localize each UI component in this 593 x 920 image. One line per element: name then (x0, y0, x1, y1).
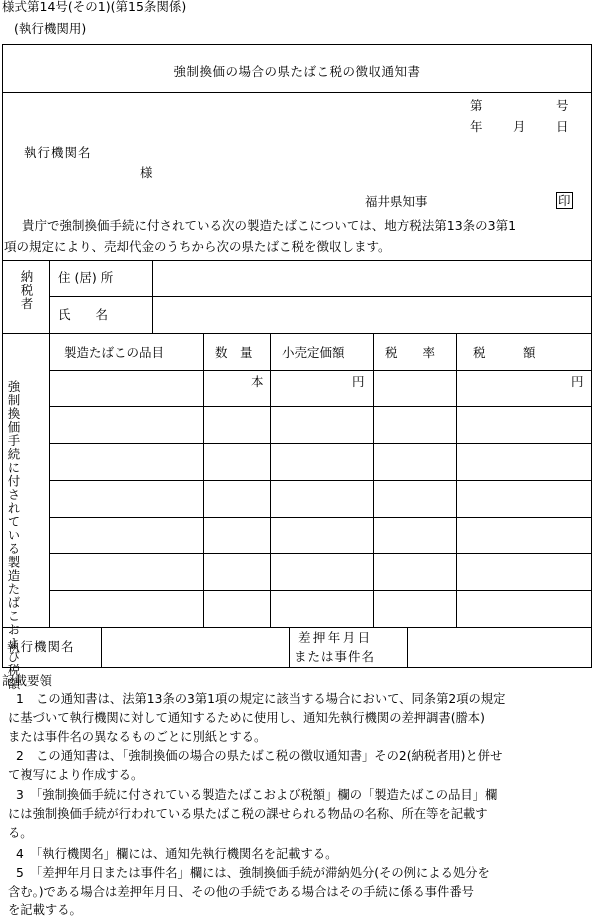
address-label: 住 (居) 所 (58, 270, 114, 285)
body-text-line-1: 貴庁で強制換価手続に付されている次の製造たばこについては、地方税法第13条の3第1 (22, 218, 517, 233)
divider (2, 92, 592, 93)
unit-quantity: 本 (251, 374, 264, 389)
seizure-date-label-line-2: または事件名 (294, 649, 376, 664)
date-year: 年 (470, 119, 483, 134)
date-month: 月 (513, 119, 526, 134)
divider (49, 406, 592, 407)
name-label: 氏 名 (58, 307, 109, 322)
seal-mark: 印 (558, 193, 571, 208)
divider (49, 553, 592, 554)
form-title: 強制換価の場合の県たばこ税の徴収通知書 (173, 64, 421, 79)
notes-heading: 記載要領 (2, 673, 53, 688)
header-tax-amount: 税 額 (473, 345, 536, 360)
divider (49, 480, 592, 481)
goods-section-label: 強制換価手続に付されている製造たばこおよび税額 (6, 380, 21, 691)
note-line: 5 「差押年月日または事件名」欄には、強制換価手続が滞納処分(その例による処分を (16, 866, 490, 880)
divider (2, 333, 592, 334)
note-line: 1 この通知書は、法第13条の3第1項の規定に該当する場合において、同条第2項の規定 (16, 692, 506, 706)
header-tax-rate: 税 率 (385, 345, 436, 360)
footer-agency-label: 執行機関名 (7, 639, 75, 654)
note-line: る。 (8, 826, 33, 840)
note-line: 2 この通知書は、「強制換価の場合の県たばこ税の徴収通知書」その2(納税者用)と併せ (16, 749, 503, 763)
divider (101, 627, 102, 668)
divider (2, 627, 592, 628)
taxpayer-section-label: 納税者 (19, 270, 34, 311)
note-line: には強制換価手続が行われている県たばこ税の課せられる物品の名称、所在等を記載す (8, 807, 488, 821)
note-line: 4 「執行機関名」欄には、通知先執行機関名を記載する。 (16, 847, 338, 861)
note-line: を記載する。 (8, 903, 82, 917)
form-number: 様式第14号(その1)(第15条関係) (2, 0, 187, 14)
form-usage: (執行機関用) (14, 21, 87, 36)
divider (49, 590, 592, 591)
divider (49, 517, 592, 518)
body-text-line-2: 項の規定により、売却代金のうちから次の県たばこ税を徴収します。 (4, 239, 391, 254)
header-quantity: 数 量 (215, 345, 253, 360)
unit-price: 円 (352, 374, 365, 389)
doc-number-suffix: 号 (556, 98, 569, 113)
issuer-name: 福井県知事 (365, 194, 428, 209)
header-item: 製造たばこの品目 (64, 345, 165, 360)
note-line: または事件名の異なるものごとに別紙とする。 (8, 730, 267, 744)
divider (49, 370, 592, 371)
divider (407, 627, 408, 668)
recipient-label: 執行機関名 (24, 145, 92, 160)
date-day: 日 (556, 119, 569, 134)
note-line: 含む。)である場合は差押年月日、その他の手続である場合はその手続に係る事件番号 (8, 885, 474, 899)
header-retail-price: 小売定価額 (282, 345, 345, 360)
divider (289, 627, 290, 668)
recipient-honorific: 様 (140, 165, 153, 180)
divider (49, 443, 592, 444)
seizure-date-label-line-1: 差押年月日 (298, 630, 373, 645)
doc-number-label: 第 (470, 98, 483, 113)
divider (2, 260, 592, 261)
note-line: て複写により作成する。 (8, 768, 144, 782)
note-line: 3 「強制換価手続に付されている製造たばこおよび税額」欄の「製造たばこの品目」欄 (16, 788, 498, 802)
unit-tax: 円 (571, 374, 584, 389)
note-line: に基づいて執行機関に対して通知するために使用し、通知先執行機関の差押調書(謄本) (8, 711, 485, 725)
divider (49, 296, 592, 297)
